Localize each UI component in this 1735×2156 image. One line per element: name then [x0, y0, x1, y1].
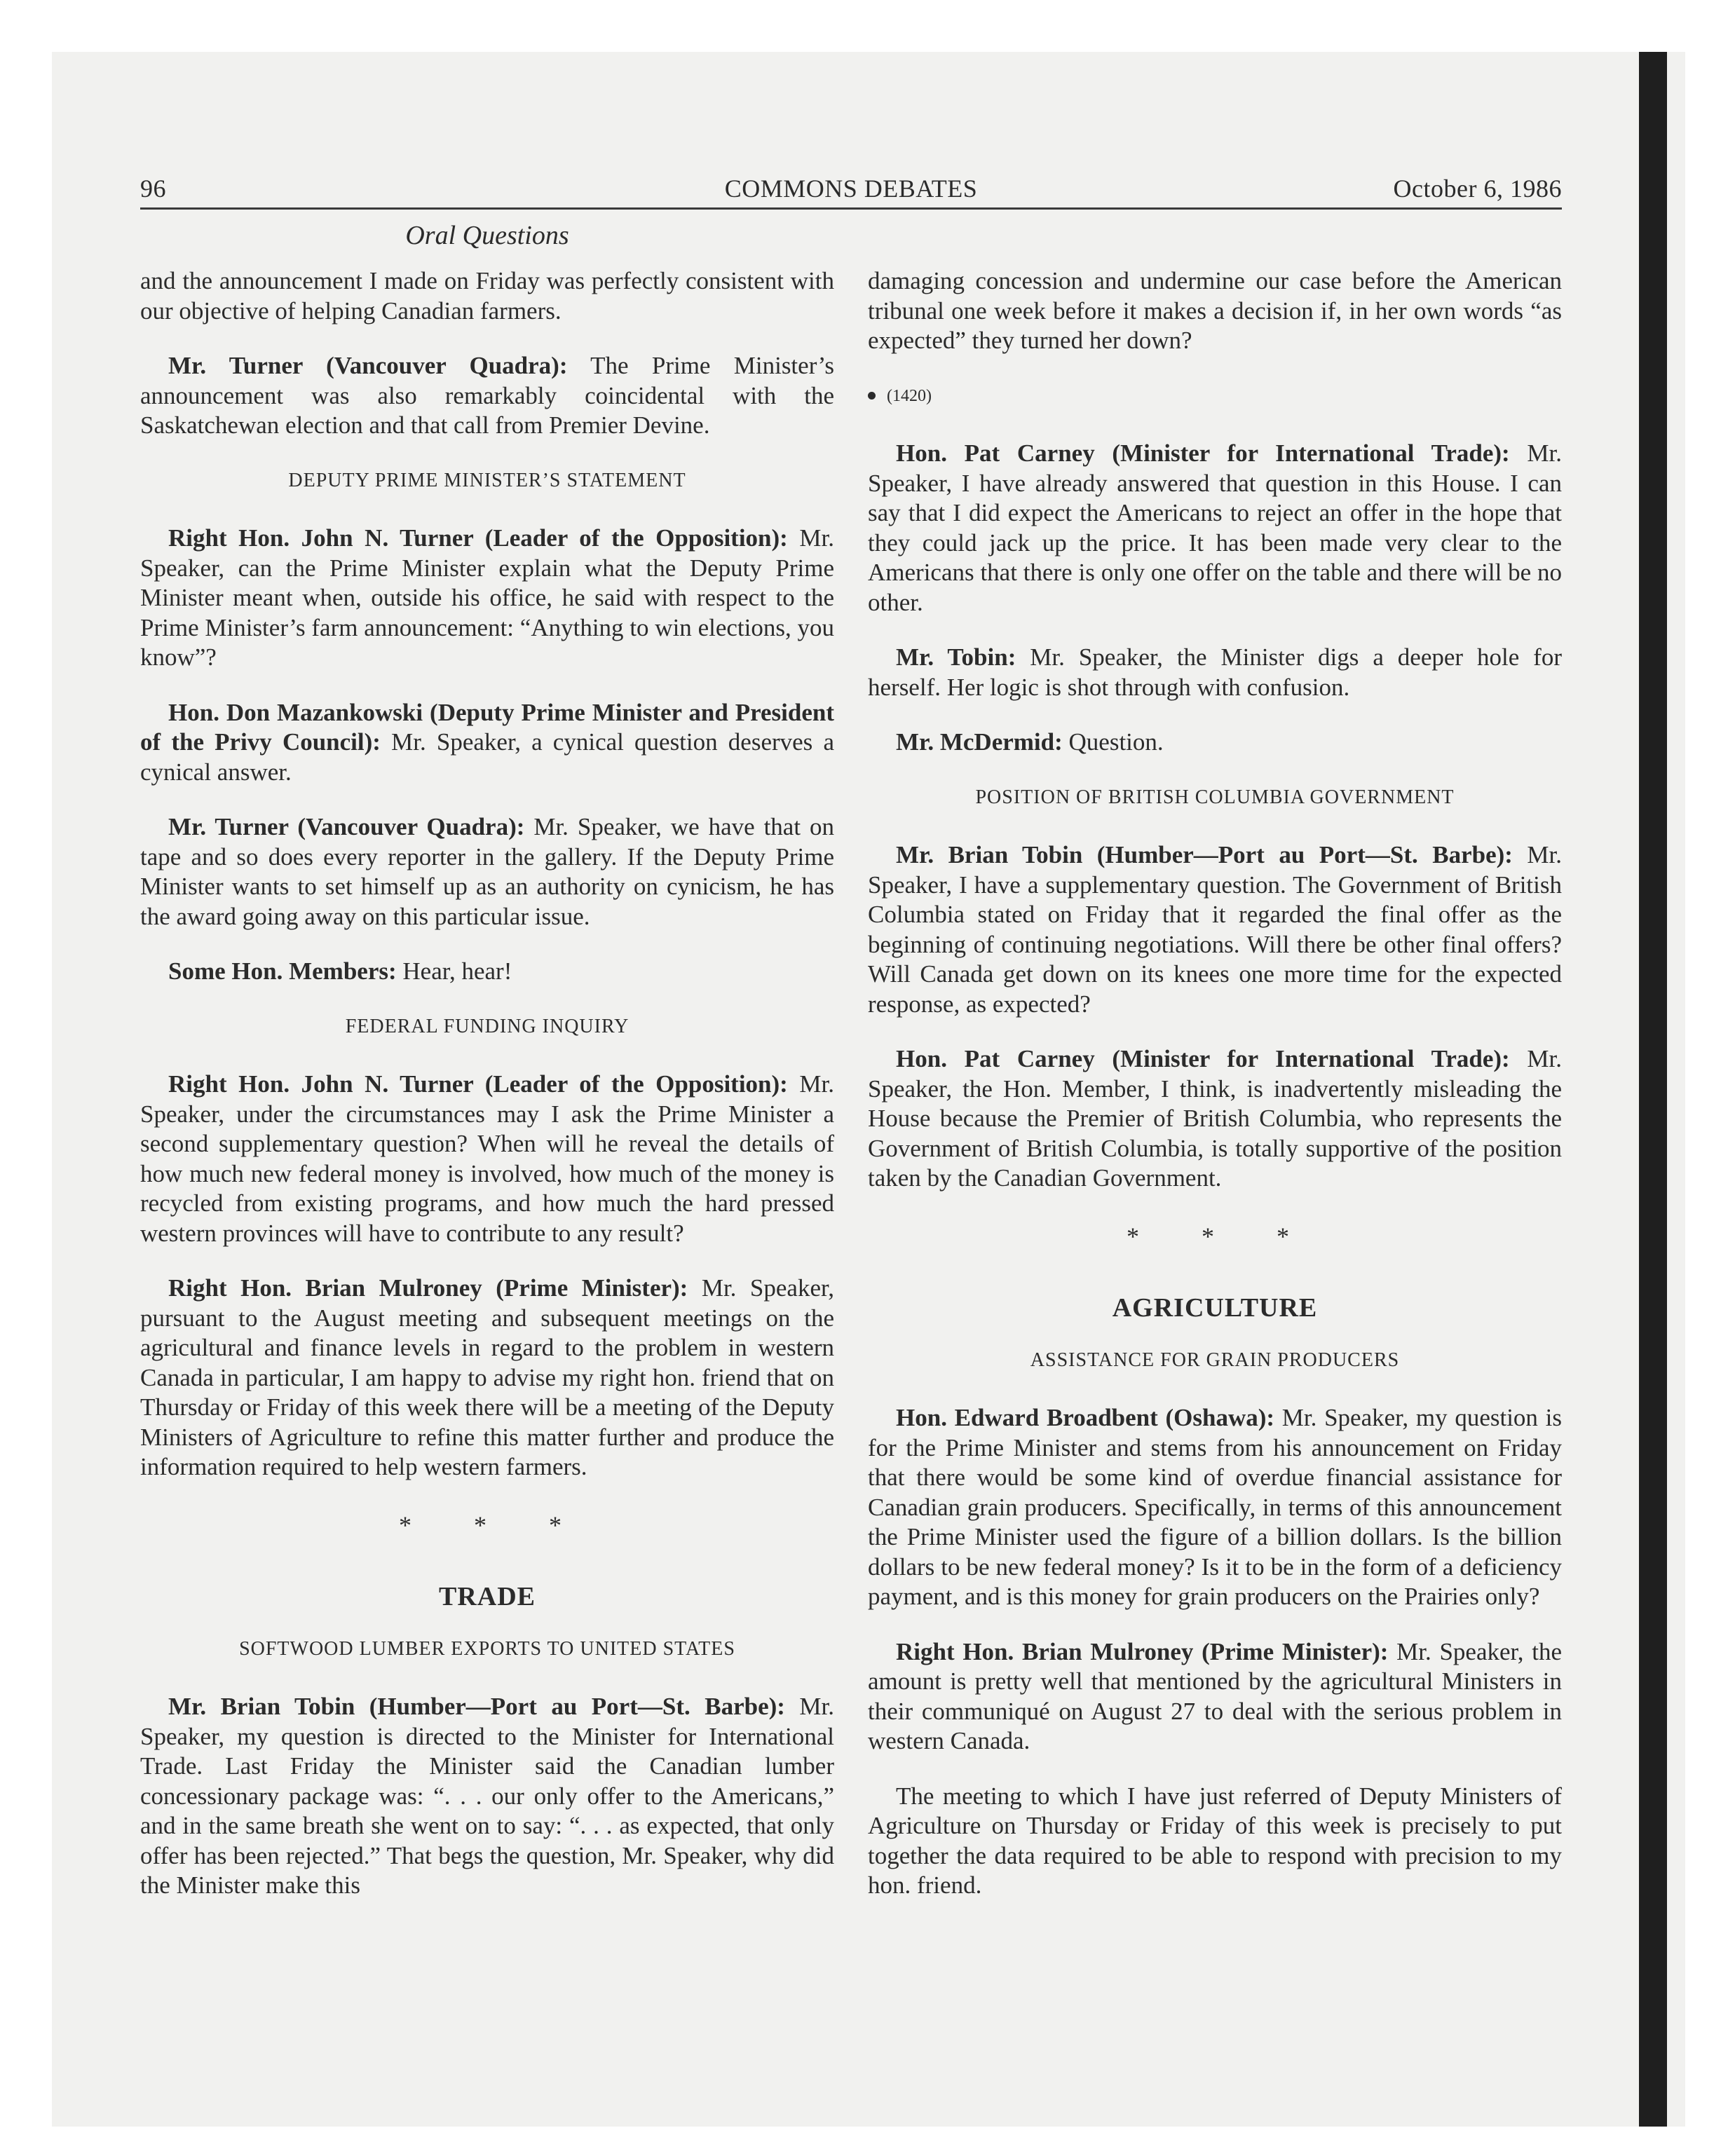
- paragraph-text: Mr. Speaker, the Hon. Member, I think, is inadvertently misleading the House because the Premier of British Columbia, who represents the Government of British Columbia, is totally supportive of the position taken by the Canadian Government.: [868, 1045, 1562, 1192]
- paragraph: [868, 1403, 1562, 1612]
- paragraph: [140, 351, 834, 441]
- paragraph: [140, 266, 834, 326]
- section-heading: SOFTWOOD LUMBER EXPORTS TO UNITED STATES: [239, 1637, 735, 1660]
- speaker: Mr. Tobin:: [896, 643, 1016, 671]
- section-heading: POSITION OF BRITISH COLUMBIA GOVERNMENT: [975, 786, 1455, 808]
- paragraph-text: Mr. Speaker, my question is for the Prime Minister and stems from his announcement on Friday that there would be some kind of overdue financial assistance for Canadian grain producers. Specifically, in terms of this announcement the Prime Minister used the figure of a billion dollars. Is the billion dollars to be new federal money? Is it to be in the form of a deficiency payment, and is this money for grain producers on the Prairies only?: [868, 1404, 1562, 1610]
- paragraph: [868, 728, 1562, 758]
- paragraph: [868, 1044, 1562, 1194]
- page-header: [140, 174, 1562, 210]
- paragraph-text: Mr. Speaker, I have already answered that question in this House. I can say that I did expect the Americans to reject an offer in the hope that they could jack up the price. It has been made very clear to the Americans that there is only one offer on the table and there will be no other.: [868, 439, 1562, 616]
- speaker: Right Hon. Brian Mulroney (Prime Minister):: [168, 1274, 688, 1302]
- paragraph: [140, 1070, 834, 1248]
- paragraph-text: Mr. Speaker, we have that on tape and so does every reporter in the gallery. If the Deputy Prime Minister wants to set himself up as an authority on cynicism, he has the award going away on this particular issue.: [140, 813, 834, 930]
- speaker: Right Hon. John N. Turner (Leader of the Opposition):: [168, 1070, 788, 1098]
- paragraph: [140, 1692, 834, 1901]
- paragraph-text: Mr. Speaker, the amount is pretty well that mentioned by the agricultural Ministers in their communiqué on August 27 to deal with the serious problem in western Canada.: [868, 1637, 1562, 1754]
- paragraph: [140, 957, 834, 987]
- timestamp: [868, 381, 1562, 411]
- paragraph-text: Mr. Speaker, I have a supplementary question. The Government of British Columbia stated on Friday that it regarded the final offer as the beginning of continuing negotiations. Will there be other final offers? Will Canada get down on its knees one more time for the expected response, as expected?: [868, 841, 1562, 1018]
- paragraph: [140, 698, 834, 788]
- paragraph: [140, 812, 834, 932]
- paragraph: [868, 643, 1562, 702]
- paragraph-text: damaging concession and undermine our case before the American tribunal one week before it makes a decision if, in her own words “as expected” they turned her down?: [868, 267, 1562, 354]
- speaker: Mr. Brian Tobin (Humber—Port au Port—St. Barbe):: [168, 1693, 785, 1720]
- paragraph-text: Mr. Speaker, can the Prime Minister explain what the Deputy Prime Minister meant when, outside his office, he said with respect to the Prime Minister’s farm announcement: “Anything to win elections, you know”?: [140, 524, 834, 671]
- section-heading: FEDERAL FUNDING INQUIRY: [345, 1015, 630, 1037]
- publication-date: October 6, 1986: [1393, 175, 1562, 203]
- paragraph: [868, 1782, 1562, 1901]
- paragraph-text: The meeting to which I have just referred of Deputy Ministers of Agriculture on Thursday or Friday of this week is precisely to put together the data required to be able to respond with precision to my hon. friend.: [868, 1782, 1562, 1899]
- paragraph: [140, 1274, 834, 1482]
- scan-edge-bar: [1639, 52, 1667, 2127]
- paragraph-text: Mr. Speaker, under the circumstances may I ask the Prime Minister a second supplementary question? When will he reveal the details of how much new federal money is involved, how much of the money is recycled from existing programs, and how much the hard pressed western provinces will have to contribute to any result?: [140, 1070, 834, 1247]
- right-column: [868, 266, 1562, 1926]
- major-heading: TRADE: [438, 1582, 536, 1611]
- paragraph-text: Hear, hear!: [396, 957, 512, 985]
- section-heading: ASSISTANCE FOR GRAIN PRODUCERS: [1030, 1349, 1400, 1371]
- section-separator: * * *: [1127, 1222, 1317, 1250]
- speaker: Some Hon. Members:: [168, 957, 397, 985]
- paragraph: [868, 439, 1562, 618]
- speaker: Hon. Pat Carney (Minister for International Trade):: [896, 439, 1510, 467]
- page-number: 96: [140, 175, 166, 203]
- speaker: Mr. Brian Tobin (Humber—Port au Port—St. Barbe):: [896, 841, 1513, 868]
- left-column: [140, 266, 834, 1926]
- paragraph-text: and the announcement I made on Friday was perfectly consistent with our objective of helping Canadian farmers.: [140, 267, 834, 325]
- paragraph-text: Mr. Speaker, the Minister digs a deeper hole for herself. Her logic is shot through with confusion.: [868, 643, 1562, 701]
- major-heading: AGRICULTURE: [1112, 1293, 1318, 1323]
- speaker: Right Hon. John N. Turner (Leader of the Opposition):: [168, 524, 788, 552]
- paragraph: [868, 266, 1562, 356]
- paragraph-text: Mr. Speaker, a cynical question deserves a cynical answer.: [140, 728, 834, 786]
- paragraph: [140, 524, 834, 673]
- section-separator: * * *: [399, 1510, 590, 1539]
- paragraph-text: Mr. Speaker, my question is directed to the Minister for International Trade. Last Friday the Minister said the Canadian lumber concessionary package was: “. . . our only offer to the Americans,” and in the same breath she went on to say: “. . . as expected, that only offer has been rejected.” That begs the question, Mr. Speaker, why did the Minister make this: [140, 1693, 834, 1899]
- paragraph: [868, 1637, 1562, 1756]
- speaker: Right Hon. Brian Mulroney (Prime Minister):: [896, 1637, 1389, 1665]
- bullet-icon: [868, 392, 876, 400]
- publication-title: COMMONS DEBATES: [724, 175, 978, 203]
- speaker: Hon. Don Mazankowski (Deputy Prime Minister and President of the Privy Council):: [140, 698, 834, 756]
- paragraph-text: Mr. Speaker, pursuant to the August meeting and subsequent meetings on the agricultural and finance levels in regard to the problem in western Canada in particular, I am happy to advise my right hon. friend that on Thursday or Friday of this week there will be a meeting of the Deputy Ministers of Agriculture to refine this matter further and produce the information required to help western farmers.: [140, 1274, 835, 1480]
- paragraph-text: Question.: [1062, 728, 1164, 756]
- timestamp-text: (1420): [887, 386, 932, 405]
- speaker: Mr. McDermid:: [896, 728, 1063, 756]
- section-running-title: Oral Questions: [405, 221, 569, 250]
- section-heading: DEPUTY PRIME MINISTER’S STATEMENT: [288, 469, 686, 491]
- speaker: Hon. Pat Carney (Minister for International Trade):: [896, 1045, 1510, 1072]
- speaker: Mr. Turner (Vancouver Quadra):: [168, 813, 525, 840]
- speaker: Mr. Turner (Vancouver Quadra):: [168, 352, 568, 379]
- paragraph-text: The Prime Minister’s announcement was also remarkably coincidental with the Saskatchewan election and that call from Premier Devine.: [140, 352, 834, 439]
- speaker: Hon. Edward Broadbent (Oshawa):: [896, 1404, 1275, 1431]
- paragraph: [868, 840, 1562, 1019]
